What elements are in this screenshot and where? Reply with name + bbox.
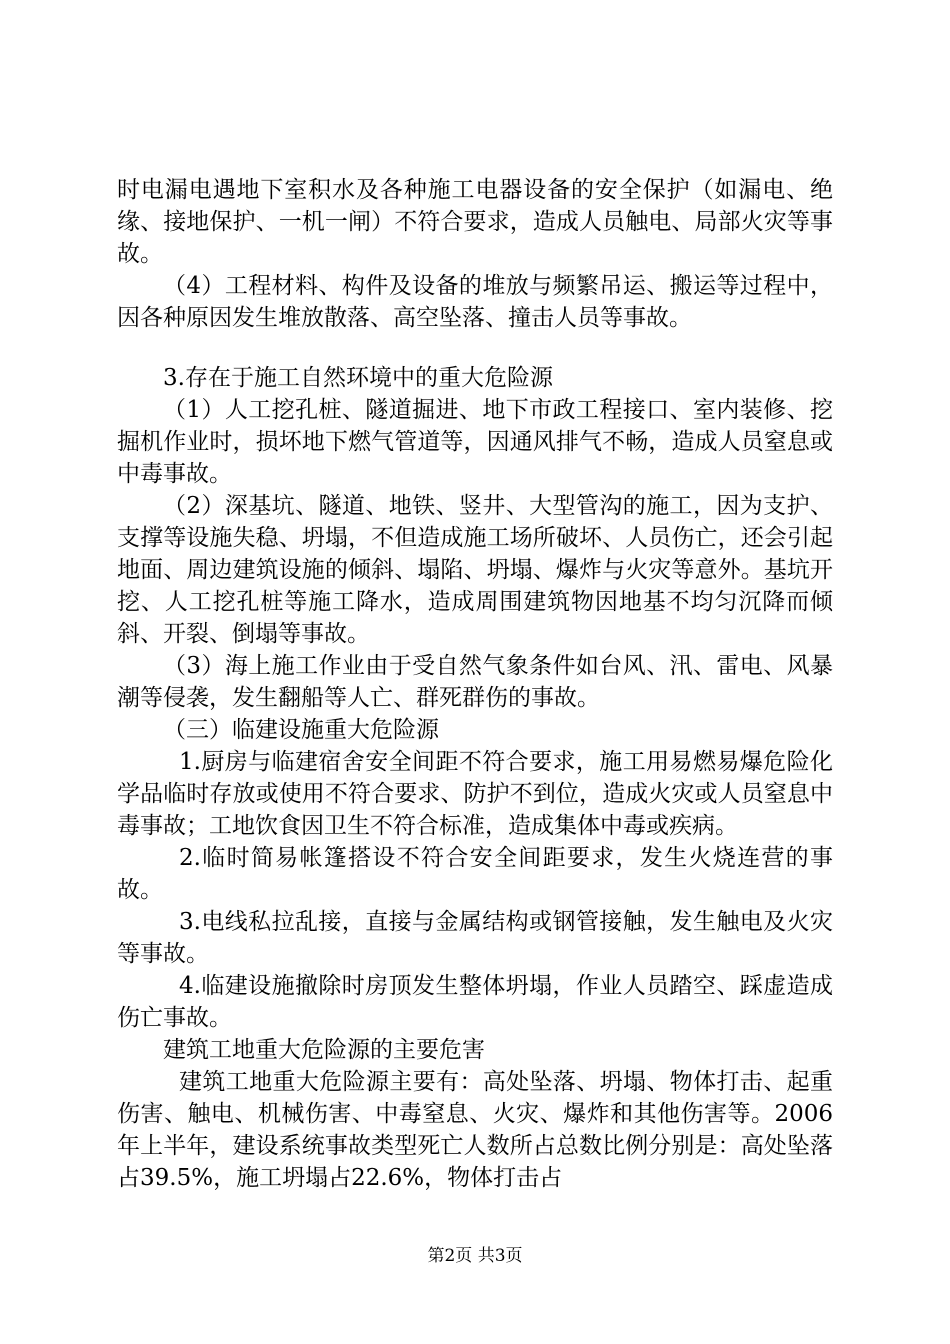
page-number-footer: 第2页 共3页	[427, 1246, 523, 1266]
paragraph: （1）人工挖孔桩、隧道掘进、地下市政工程接口、室内装修、挖掘机作业时，损坏地下燃气管道等，因通风排气不畅，造成人员窒息或中毒事故。	[117, 397, 833, 487]
section-heading: （三）临建设施重大危险源	[163, 717, 439, 743]
section-heading: 3.存在于施工自然环境中的重大危险源	[163, 365, 553, 391]
paragraph: 2.临时简易帐篷搭设不符合安全间距要求，发生火烧连营的事故。	[117, 845, 833, 903]
paragraph: （4）工程材料、构件及设备的堆放与频繁吊运、搬运等过程中，因各种原因发生堆放散落、高空坠落、撞击人员等事故。	[117, 273, 833, 331]
paragraph: 1.厨房与临建宿舍安全间距不符合要求，施工用易燃易爆危险化学品临时存放或使用不符合要求、防护不到位，造成火灾或人员窒息中毒事故；工地饮食因卫生不符合标准，造成集体中毒或疾病。	[117, 749, 833, 839]
paragraph: 3.电线私拉乱接，直接与金属结构或钢管接触，发生触电及火灾等事故。	[117, 909, 833, 967]
paragraph: 4.临建设施撤除时房顶发生整体坍塌，作业人员踏空、踩虚造成伤亡事故。	[117, 973, 833, 1031]
paragraph: 时电漏电遇地下室积水及各种施工电器设备的安全保护（如漏电、绝缘、接地保护、一机一闸）不符合要求，造成人员触电、局部火灾等事故。	[117, 177, 833, 267]
paragraph: （2）深基坑、隧道、地铁、竖井、大型管沟的施工，因为支护、支撑等设施失稳、坍塌，不但造成施工场所破坏、人员伤亡，还会引起地面、周边建筑设施的倾斜、塌陷、坍塌、爆炸与火灾等意外。基坑开挖、人工挖孔桩等施工降水，造成周围建筑物因地基不均匀沉降而倾斜、开裂、倒塌等事故。	[117, 493, 833, 647]
paragraph: 建筑工地重大危险源主要有：高处坠落、坍塌、物体打击、起重伤害、触电、机械伤害、中毒窒息、火灾、爆炸和其他伤害等。2006年上半年，建设系统事故类型死亡人数所占总数比例分别是：高处坠落占39.5%，施工坍塌占22.6%，物体打击占	[117, 1069, 833, 1191]
section-heading: 建筑工地重大危险源的主要危害	[163, 1037, 485, 1063]
document-body	[117, 174, 833, 1194]
paragraph: （3）海上施工作业由于受自然气象条件如台风、汛、雷电、风暴潮等侵袭，发生翻船等人亡、群死群伤的事故。	[117, 653, 833, 711]
